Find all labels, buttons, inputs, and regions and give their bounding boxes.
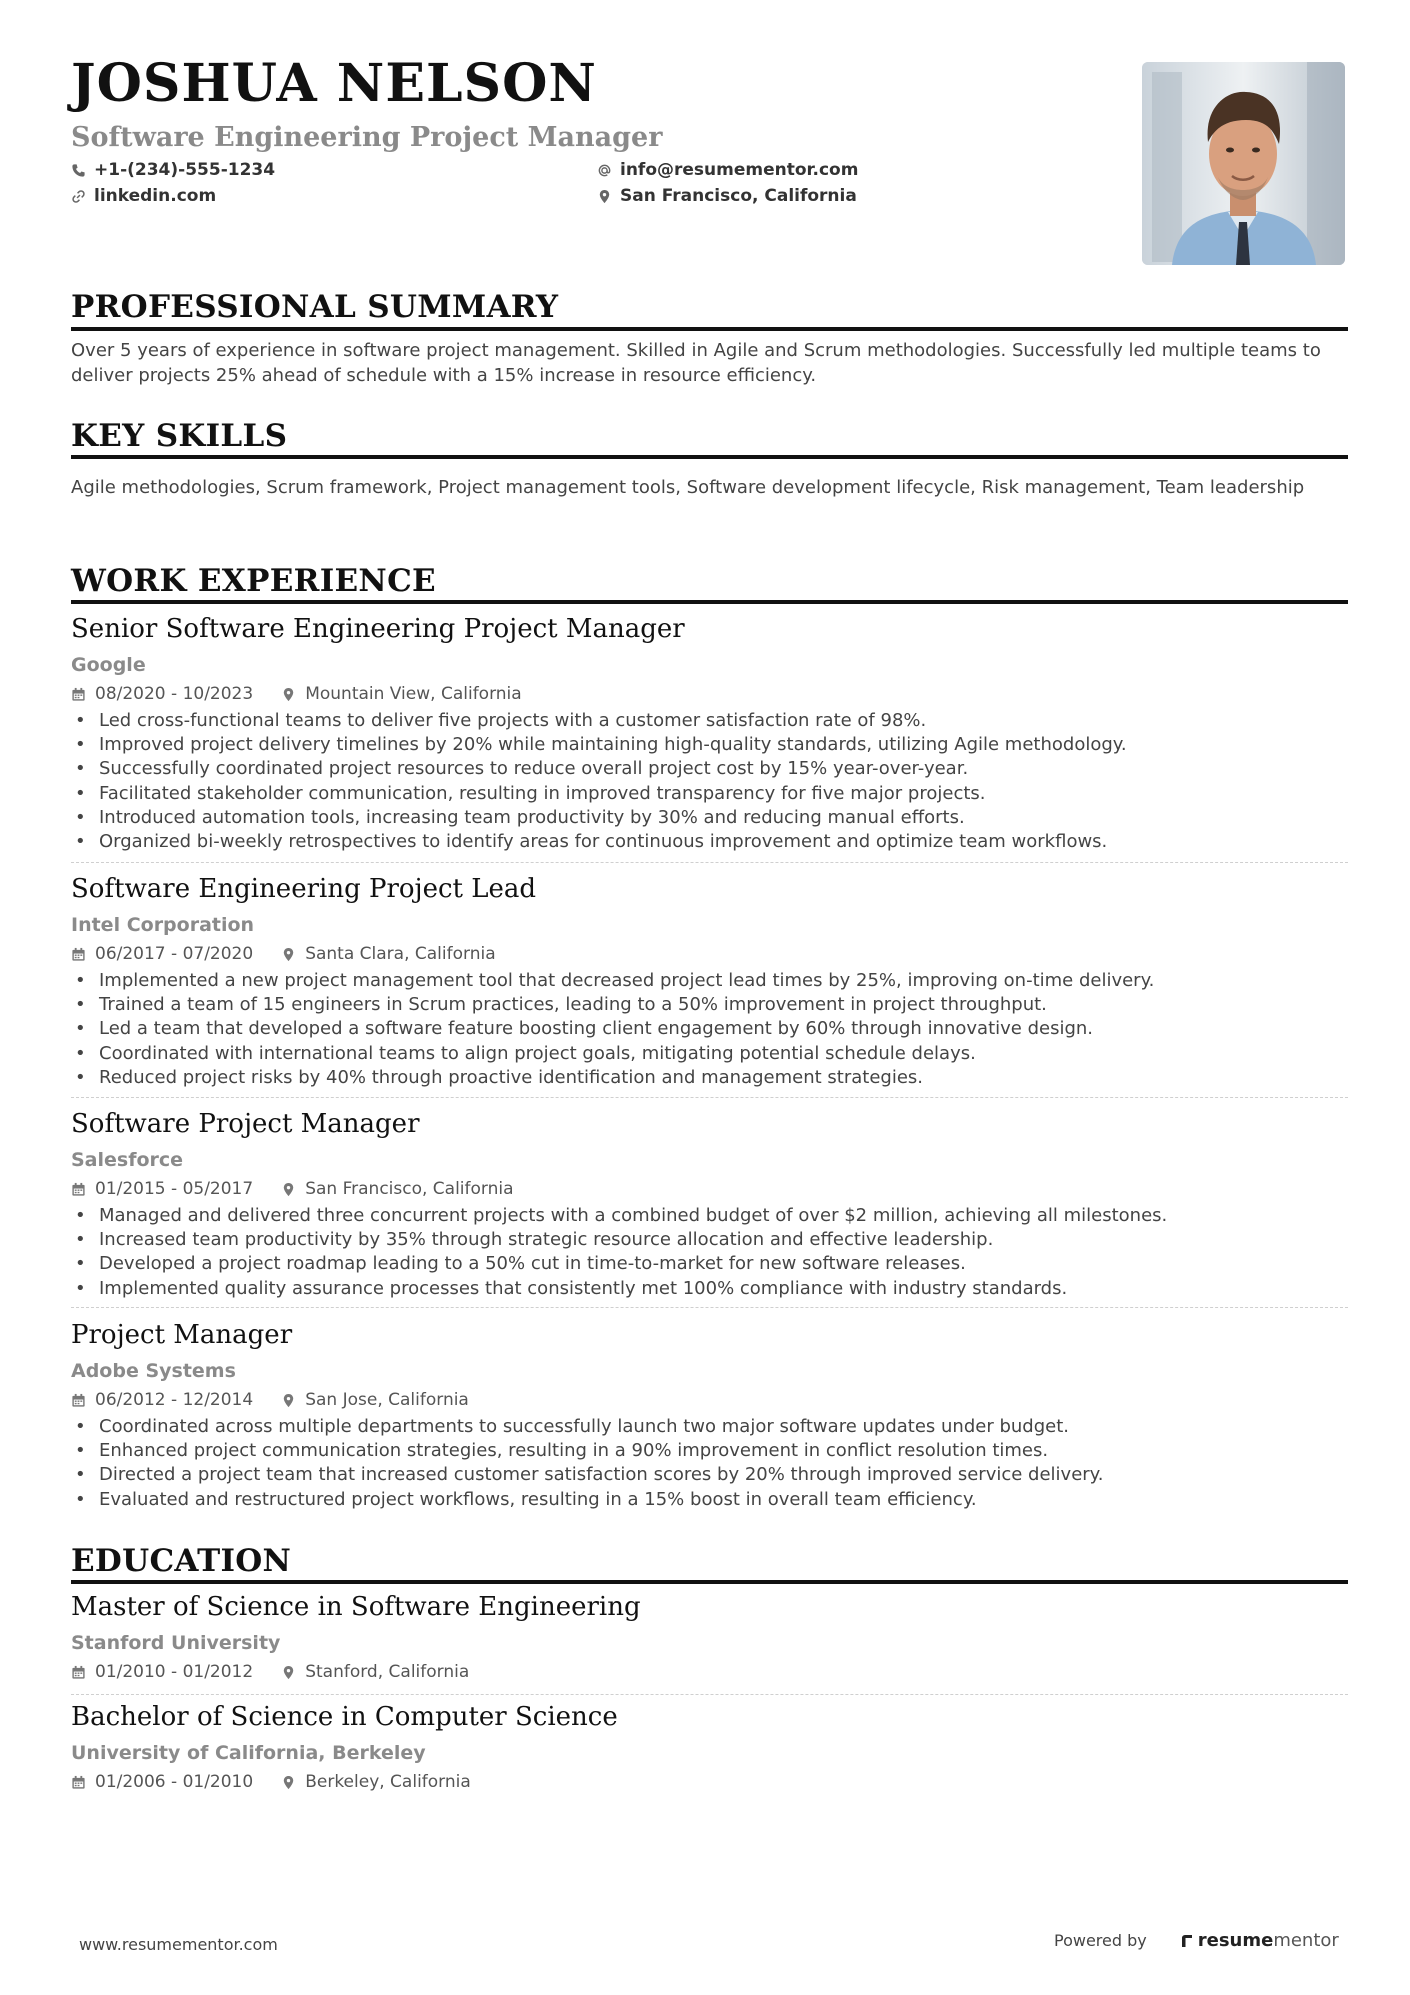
phone-icon [71,163,86,178]
phone-contact [71,162,275,179]
list-item: • Evaluated and restructured project workflows, resulting in a 15% boost in overall team efficiency. [71,1488,1348,1512]
job-bullets [71,1415,1348,1512]
footer-powered [1054,1930,1339,1951]
phone-text: +1-(234)-555-1234 [94,160,276,180]
email-contact [597,162,858,179]
education-divider [71,1580,1348,1584]
job-title: Senior Software Engineering Project Manager [71,614,685,644]
job-separator [71,862,1348,863]
job-company: Adobe Systems [71,1360,236,1382]
education-separator [71,1694,1348,1695]
experience-divider [71,600,1348,604]
email-text[interactable]: info@resumementor.com [620,160,859,180]
job-separator [71,1307,1348,1308]
school-name: Stanford University [71,1632,281,1654]
job-separator [71,1097,1348,1098]
education-meta [71,1774,471,1791]
list-item: • Led cross-functional teams to deliver five projects with a customer satisfaction rate of 98%. [71,709,1348,733]
list-item: • Coordinated across multiple departments to successfully launch two major software updates under budget. [71,1415,1348,1439]
list-item: • Managed and delivered three concurrent projects with a combined budget of over $2 million, achieving all milestones. [71,1204,1348,1228]
job-location: Mountain View, California [305,684,522,704]
job-title: Software Engineering Project Lead [71,874,537,904]
list-item: • Developed a project roadmap leading to a 50% cut in time-to-market for new software releases. [71,1252,1348,1276]
school-name: University of California, Berkeley [71,1742,426,1764]
map-pin-icon [281,1665,296,1680]
education-location: Stanford, California [305,1662,470,1682]
map-pin-icon [281,1393,296,1408]
list-item: • Introduced automation tools, increasing team productivity by 30% and reducing manual efforts. [71,806,1348,830]
portrait-illustration [1142,62,1345,265]
job-bullets [71,1204,1348,1301]
calendar-icon [71,1775,86,1790]
profile-photo [1142,62,1345,265]
linkedin-text[interactable]: linkedin.com [94,186,217,206]
list-item: • Directed a project team that increased customer satisfaction scores by 20% through improved service delivery. [71,1463,1348,1487]
job-bullets [71,709,1348,854]
job-company: Salesforce [71,1149,184,1171]
job-bullets [71,969,1348,1090]
link-icon [71,189,86,204]
education-heading: EDUCATION [71,1543,292,1579]
experience-heading: WORK EXPERIENCE [71,563,436,599]
calendar-icon [71,687,86,702]
list-item: • Coordinated with international teams to align project goals, mitigating potential schedule delays. [71,1042,1348,1066]
brand-logo[interactable] [1179,1930,1339,1951]
education-dates: 01/2006 - 01/2010 [95,1772,254,1792]
list-item: • Improved project delivery timelines by 20% while maintaining high-quality standards, utilizing Agile methodology. [71,733,1348,757]
brand-name-part-1: resume [1197,1930,1274,1951]
job-location: San Francisco, California [305,1179,514,1199]
skills-text: Agile methodologies, Scrum framework, Project management tools, Software development lifecycle, Risk management, Team leadership [71,477,1305,498]
skills-divider [71,455,1348,459]
job-meta [71,686,522,703]
summary-heading: PROFESSIONAL SUMMARY [71,289,559,325]
map-pin-icon [281,1775,296,1790]
job-meta [71,1181,514,1198]
brand-mark-icon [1179,1933,1195,1949]
list-item: • Implemented a new project management tool that decreased project lead times by 25%, improving on-time delivery. [71,969,1348,993]
calendar-icon [71,1665,86,1680]
calendar-icon [71,947,86,962]
map-pin-icon [281,947,296,962]
job-dates: 08/2020 - 10/2023 [95,684,254,704]
list-item: • Reduced project risks by 40% through proactive identification and management strategies. [71,1066,1348,1090]
job-company: Google [71,654,146,676]
job-location: Santa Clara, California [305,944,496,964]
skills-heading: KEY SKILLS [71,418,288,454]
job-dates: 06/2012 - 12/2014 [95,1390,254,1410]
job-company: Intel Corporation [71,914,255,936]
degree-title: Master of Science in Software Engineering [71,1592,641,1622]
list-item: • Led a team that developed a software feature boosting client engagement by 60% through innovative design. [71,1017,1348,1041]
summary-divider [71,327,1348,331]
list-item: • Enhanced project communication strategies, resulting in a 90% improvement in conflict resolution times. [71,1439,1348,1463]
at-icon [597,163,612,178]
summary-text: Over 5 years of experience in software project management. Skilled in Agile and Scrum methodologies. Successfully led multiple teams to deliver projects 25% ahead of schedule with a 15% increase in resource efficiency. [71,340,1321,386]
calendar-icon [71,1393,86,1408]
map-pin-icon [281,1182,296,1197]
education-meta [71,1664,469,1681]
list-item: • Increased team productivity by 35% through strategic resource allocation and effective leadership. [71,1228,1348,1252]
job-dates: 06/2017 - 07/2020 [95,944,254,964]
list-item: • Trained a team of 15 engineers in Scrum practices, leading to a 50% improvement in project throughput. [71,993,1348,1017]
map-pin-icon [597,189,612,204]
location-contact [597,188,857,205]
candidate-name: JOSHUA NELSON [71,53,597,114]
list-item: • Organized bi-weekly retrospectives to identify areas for continuous improvement and optimize team workflows. [71,830,1348,854]
degree-title: Bachelor of Science in Computer Science [71,1702,618,1732]
linkedin-contact [71,188,216,205]
education-location: Berkeley, California [305,1772,471,1792]
map-pin-icon [281,687,296,702]
brand-name-part-2: mentor [1273,1930,1339,1951]
job-dates: 01/2015 - 05/2017 [95,1179,254,1199]
job-location: San Jose, California [305,1390,469,1410]
candidate-role: Software Engineering Project Manager [71,122,663,153]
education-dates: 01/2010 - 01/2012 [95,1662,254,1682]
list-item: • Implemented quality assurance processes that consistently met 100% compliance with industry standards. [71,1277,1348,1301]
job-meta [71,946,496,963]
job-title: Project Manager [71,1320,293,1350]
location-text: San Francisco, California [620,186,857,206]
list-item: • Facilitated stakeholder communication, resulting in improved transparency for five major projects. [71,782,1348,806]
list-item: • Successfully coordinated project resources to reduce overall project cost by 15% year-over-year. [71,757,1348,781]
job-meta [71,1392,469,1409]
footer-website[interactable]: www.resumementor.com [79,1935,278,1954]
job-title: Software Project Manager [71,1109,420,1139]
calendar-icon [71,1182,86,1197]
powered-by-label: Powered by [1054,1931,1147,1950]
